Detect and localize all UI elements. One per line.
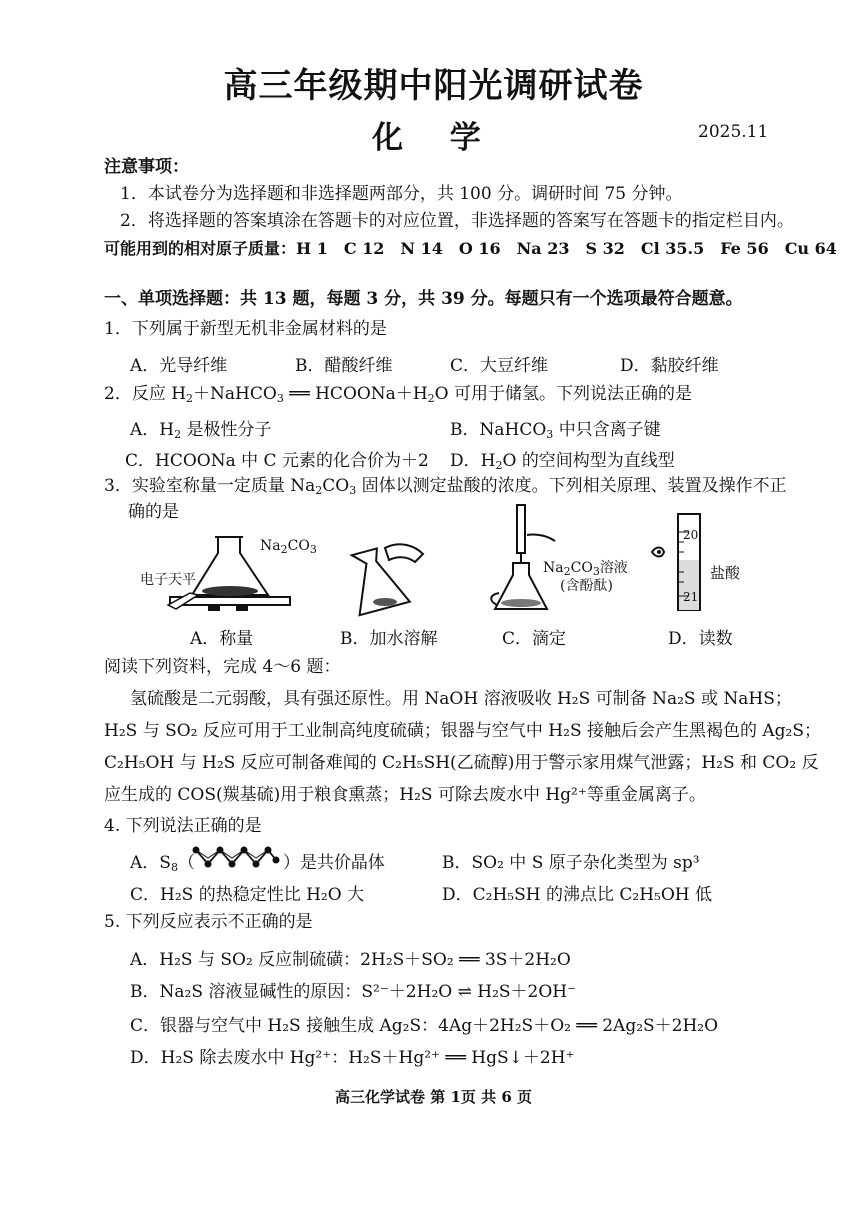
atomic-mass-line: 可能用到的相对原子质量：H 1 C 12 N 14 O 16 Na 23 S 32 Cl 35.5 Fe 56 Cu 64	[104, 239, 837, 258]
reading-intro: 阅读下列资料，完成 4～6 题：	[104, 657, 341, 677]
q4-stem: 4. 下列说法正确的是	[104, 816, 262, 836]
solution-label: $Na_2CO_3$溶液	[543, 560, 628, 578]
q3-option-d: D．读数	[668, 629, 733, 649]
reading-line-2: H₂S 与 SO₂ 反应可用于工业制高纯度硫磺；银器与空气中 H₂S 接触后会产生黑褐色的 Ag₂S；	[104, 721, 822, 741]
q2-option-a: A．$H_2$ 是极性分子	[130, 420, 272, 441]
q3-stem-line2: 确的是	[128, 502, 179, 522]
q4-option-d: D．C₂H₅SH 的沸点比 C₂H₅OH 低	[442, 885, 712, 905]
q4-option-c: C．H₂S 的热稳定性比 H₂O 大	[130, 885, 365, 905]
exam-date: 2025.11	[698, 122, 769, 142]
q1-option-b: B．醋酸纤维	[295, 356, 393, 376]
phenolphthalein-label: (含酚酞)	[560, 578, 613, 594]
q4-option-b: B．SO₂ 中 S 原子杂化类型为 sp³	[442, 853, 700, 873]
na2co3-label: $Na_2CO_3$	[260, 538, 317, 556]
q2-option-d: D．$H_2O$ 的空间构型为直线型	[450, 451, 675, 472]
q1-option-c: C．大豆纤维	[450, 356, 549, 376]
q3-option-b: B．加水溶解	[340, 629, 438, 649]
notice-item-2: 2．将选择题的答案填涂在答题卡的对应位置，非选择题的答案写在答题卡的指定栏目内。	[120, 211, 794, 231]
scale-20-label: 20	[683, 528, 699, 542]
notice-heading: 注意事项：	[104, 157, 189, 177]
burette-figure	[650, 512, 710, 612]
dissolving-figure	[345, 540, 435, 615]
q4-option-a: A．$S_8$（ ）是共价晶体	[130, 853, 385, 874]
q2-stem: 2．反应 $H_2+NaHCO_3$ ══ $HCOONa+H_2O$ 可用于储氢。下列说法正确的是	[104, 384, 692, 405]
s8-ring-icon	[192, 844, 280, 870]
q3-option-c: C．滴定	[502, 629, 567, 649]
reading-line-4: 应生成的 COS(羰基硫)用于粮食熏蒸；H₂S 可除去废水中 Hg²⁺等重金属离子。	[104, 785, 706, 805]
q3-option-a: A．称量	[190, 629, 254, 649]
balance-label: 电子天平	[140, 572, 196, 588]
q5-stem: 5. 下列反应表示不正确的是	[104, 912, 313, 932]
scale-21-label: 21	[683, 590, 699, 604]
page-footer: 高三化学试卷 第 1页 共 6 页	[335, 1088, 532, 1106]
q5-option-d: D．H₂S 除去废水中 Hg²⁺：H₂S＋Hg²⁺ ══ HgS↓＋2H⁺	[130, 1048, 575, 1068]
q1-option-a: A．光导纤维	[130, 356, 228, 376]
q5-option-a: A．H₂S 与 SO₂ 反应制硫磺：2H₂S＋SO₂ ══ 3S＋2H₂O	[130, 950, 571, 970]
section-heading: 一、单项选择题：共 13 题，每题 3 分，共 39 分。每题只有一个选项最符合题意。	[104, 289, 743, 309]
q3-stem-line1: 3．实验室称量一定质量 $Na_2CO_3$ 固体以测定盐酸的浓度。下列相关原理、装置及操作不正	[104, 476, 787, 497]
q5-option-b: B．Na₂S 溶液显碱性的原因：S²⁻＋2H₂O ⇌ H₂S＋2OH⁻	[130, 982, 577, 1002]
hcl-label: 盐酸	[710, 564, 741, 582]
reading-line-1: 氢硫酸是二元弱酸，具有强还原性。用 NaOH 溶液吸收 H₂S 可制备 Na₂S 或 NaHS；	[130, 689, 792, 709]
subject-title: 化 学	[372, 120, 499, 156]
page-title: 高三年级期中阳光调研试卷	[223, 66, 644, 106]
q5-option-c: C．银器与空气中 H₂S 接触生成 Ag₂S：4Ag＋2H₂S＋O₂ ══ 2Ag₂S＋2H₂O	[130, 1016, 719, 1036]
q2-option-c: C．HCOONa 中 C 元素的化合价为＋2	[125, 451, 429, 471]
reading-line-3: C₂H₅OH 与 H₂S 反应可制备难闻的 C₂H₅SH(乙硫醇)用于警示家用煤气泄露；H₂S 和 CO₂ 反	[104, 753, 819, 773]
q1-stem: 1．下列属于新型无机非金属材料的是	[104, 319, 387, 339]
q1-option-d: D．黏胶纤维	[620, 356, 719, 376]
q2-option-b: B．NaHCO$_3$ 中只含离子键	[450, 420, 661, 441]
notice-item-1: 1．本试卷分为选择题和非选择题两部分，共 100 分。调研时间 75 分钟。	[120, 184, 683, 204]
